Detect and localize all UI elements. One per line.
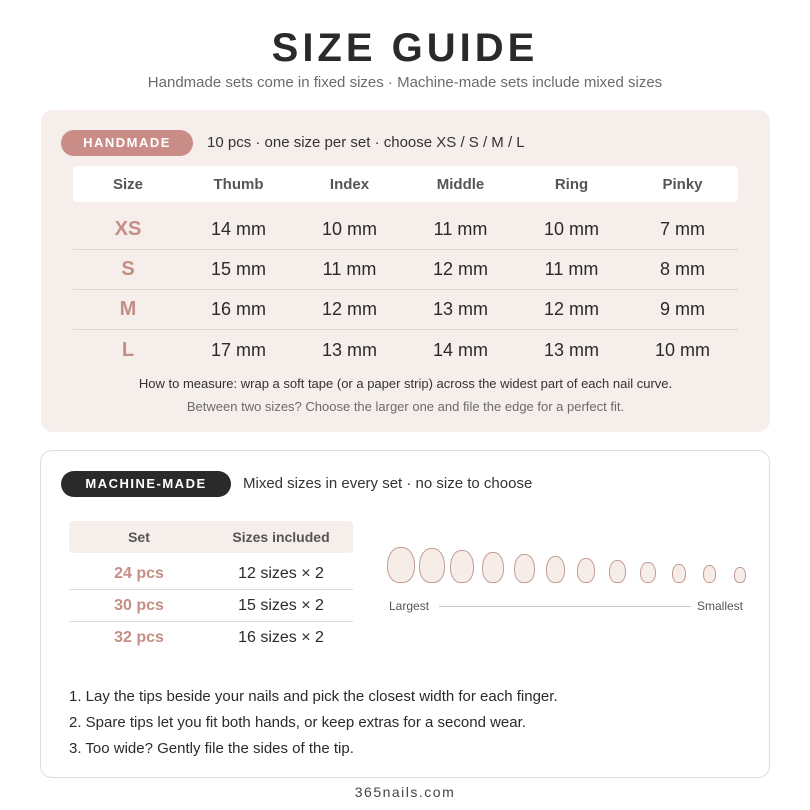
measure-note: How to measure: wrap a soft tape (or a paper strip) across the widest part of each nail curve. bbox=[138, 376, 673, 391]
header-size: Size bbox=[112, 175, 143, 193]
index-value: 12 mm bbox=[321, 299, 377, 319]
thumb-value: 17 mm bbox=[210, 339, 266, 360]
nail-tip-icon bbox=[672, 564, 686, 583]
between-sizes-note: Between two sizes? Choose the larger one and file the edge for a perfect fit. bbox=[186, 399, 625, 414]
table-row bbox=[69, 558, 353, 590]
size-label: L bbox=[121, 338, 135, 361]
set-count: 32 pcs bbox=[114, 629, 164, 646]
header-index: Index bbox=[329, 175, 370, 193]
sizes-included: 15 sizes × 2 bbox=[238, 596, 324, 614]
machine-made-description: Mixed sizes in every set · no size to choose bbox=[243, 475, 533, 492]
table-row bbox=[73, 250, 738, 290]
sizes-included: 16 sizes × 2 bbox=[238, 629, 324, 646]
pinky-value: 8 mm bbox=[660, 259, 705, 279]
ring-value: 13 mm bbox=[543, 339, 599, 360]
pinky-value: 7 mm bbox=[660, 219, 705, 239]
size-label: M bbox=[119, 298, 137, 320]
nail-tip-icon bbox=[514, 554, 535, 583]
handmade-badge: HANDMADE bbox=[61, 130, 193, 156]
sizes-included: 12 sizes × 2 bbox=[238, 564, 324, 582]
scale-largest-label: Largest bbox=[389, 599, 430, 613]
fitting-steps bbox=[69, 687, 558, 765]
nail-tip-icon bbox=[640, 562, 656, 583]
table-row bbox=[73, 210, 738, 250]
header-ring: Ring bbox=[554, 175, 589, 193]
nail-tip-icon bbox=[609, 560, 626, 583]
nail-tip-icon bbox=[387, 547, 415, 583]
step-item: 2. Spare tips let you fit both hands, or keep extras for a second wear. bbox=[69, 714, 526, 731]
middle-value: 13 mm bbox=[432, 299, 488, 319]
header-sizes-included: Sizes included bbox=[232, 529, 330, 545]
ring-value: 12 mm bbox=[543, 299, 599, 319]
thumb-value: 14 mm bbox=[210, 219, 266, 239]
thumb-value: 15 mm bbox=[210, 259, 266, 279]
step-item: 3. Too wide? Gently file the sides of the tip. bbox=[69, 740, 354, 757]
nail-tip-icon bbox=[482, 552, 504, 583]
nail-tip-icon bbox=[577, 558, 595, 583]
index-value: 10 mm bbox=[321, 219, 377, 239]
nail-tip-icon bbox=[419, 548, 445, 583]
handmade-description: 10 pcs · one size per set · choose XS / S / M / L bbox=[207, 134, 525, 151]
header-set: Set bbox=[128, 529, 150, 545]
header-pinky: Pinky bbox=[662, 175, 703, 193]
table-row bbox=[73, 290, 738, 330]
machine-made-badge: MACHINE-MADE bbox=[61, 471, 231, 497]
machine-made-panel bbox=[40, 450, 770, 778]
nail-size-illustration bbox=[387, 547, 747, 583]
page-subtitle: Handmade sets come in fixed sizes · Machine-made sets include mixed sizes bbox=[147, 74, 663, 91]
size-label: XS bbox=[114, 218, 142, 240]
handmade-table-header bbox=[73, 166, 738, 202]
set-count: 24 pcs bbox=[114, 564, 164, 582]
index-value: 11 mm bbox=[322, 259, 377, 279]
middle-value: 12 mm bbox=[432, 259, 488, 279]
middle-value: 14 mm bbox=[432, 339, 488, 360]
step-item: 1. Lay the tips beside your nails and pick the closest width for each finger. bbox=[69, 688, 558, 705]
set-count: 30 pcs bbox=[114, 596, 164, 614]
page-title: SIZE GUIDE bbox=[271, 26, 539, 70]
pinky-value: 10 mm bbox=[654, 339, 710, 360]
scale-line bbox=[439, 606, 691, 607]
header-thumb: Thumb bbox=[213, 175, 264, 193]
pinky-value: 9 mm bbox=[660, 299, 705, 319]
footer-website: 365nails.com bbox=[354, 784, 456, 800]
nail-tip-icon bbox=[546, 556, 565, 583]
nail-tip-icon bbox=[703, 565, 716, 583]
table-row bbox=[69, 590, 353, 622]
scale-smallest-label: Smallest bbox=[697, 599, 744, 613]
nail-tip-icon bbox=[450, 550, 474, 583]
nail-tip-icon bbox=[734, 567, 746, 583]
size-label: S bbox=[121, 258, 135, 280]
handmade-panel bbox=[41, 110, 770, 432]
ring-value: 11 mm bbox=[544, 259, 599, 279]
ring-value: 10 mm bbox=[543, 219, 599, 239]
table-row bbox=[69, 622, 353, 654]
table-row bbox=[73, 330, 738, 370]
machine-table-header bbox=[69, 521, 353, 553]
thumb-value: 16 mm bbox=[210, 299, 266, 319]
middle-value: 11 mm bbox=[433, 219, 488, 239]
index-value: 13 mm bbox=[321, 339, 377, 360]
header-middle: Middle bbox=[436, 175, 485, 193]
